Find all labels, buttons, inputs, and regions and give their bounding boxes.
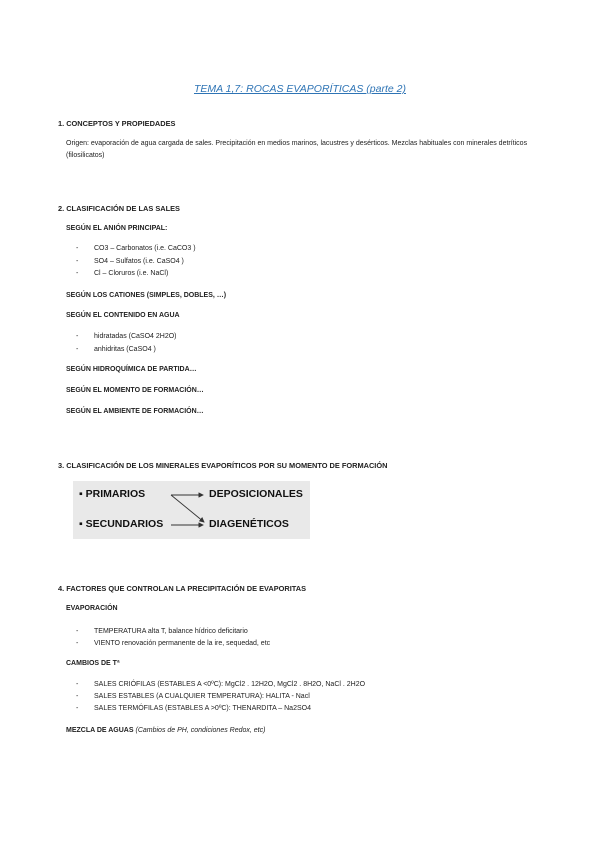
list-dash: - <box>76 705 79 712</box>
cations-label: SEGÚN LOS CATIONES (SIMPLES, DOBLES, …) <box>66 292 227 299</box>
list-item-text: anhidritas (CaSO4 ) <box>94 346 156 353</box>
page-title: TEMA 1,7: ROCAS EVAPORÍTICAS (parte 2) <box>193 83 406 95</box>
list-dash: - <box>76 693 79 700</box>
list-item-text: SALES ESTABLES (A CUALQUIER TEMPERATURA): HALITA - Nacl <box>94 693 310 700</box>
list-dash: - <box>76 640 79 647</box>
water-label: SEGÚN EL CONTENIDO EN AGUA <box>66 312 180 319</box>
anion-label: SEGÚN EL ANIÓN PRINCIPAL: <box>66 225 168 232</box>
arrow-primarios-diageneticos <box>171 495 204 522</box>
list-dash: - <box>76 270 79 277</box>
section-1-heading: 1. CONCEPTOS Y PROPIEDADES <box>58 119 176 128</box>
water-mixing-title: MEZCLA DE AGUAS <box>66 727 134 734</box>
section-1-paragraph: Origen: evaporación de agua cargada de sales. Precipitación en medios marinos, lacustres y desérticos. Mezclas habituales con minerales detríticos (filosilicatos) <box>66 140 528 159</box>
section-4-heading: 4. FACTORES QUE CONTROLAN LA PRECIPITACIÓN DE EVAPORITAS <box>58 584 307 593</box>
water-mixing-label <box>66 727 265 734</box>
list-item-text: SALES CRIÓFILAS (ESTABLES A <0ºC): MgCl2 . 12H2O, MgCl2 . 8H2O, NaCl . 2H2O <box>94 681 366 688</box>
list-item-text: SALES TERMÓFILAS (ESTABLES A >0ºC): THENARDITA – Na2SO4 <box>94 705 311 712</box>
primarios-label: ▪ PRIMARIOS <box>79 488 146 500</box>
deposicionales-label: DEPOSICIONALES <box>209 488 303 500</box>
list-dash: - <box>76 245 79 252</box>
list-item-text: TEMPERATURA alta T, balance hídrico deficitario <box>94 628 248 635</box>
list-dash: - <box>76 681 79 688</box>
list-item-text: Cl – Cloruros (i.e. NaCl) <box>94 270 169 277</box>
secundarios-label: ▪ SECUNDARIOS <box>79 518 164 530</box>
list-item-text: SO4 – Sulfatos (i.e. CaSO4 ) <box>94 258 184 265</box>
hydrochemistry-label: SEGÚN HIDROQUÍMICA DE PARTIDA… <box>66 366 197 373</box>
list-dash: - <box>76 258 79 265</box>
temperature-changes-label: CAMBIOS DE Tª <box>66 660 120 667</box>
list-dash: - <box>76 346 79 353</box>
list-item-text: VIENTO renovación permanente de la ire, sequedad, etc <box>94 640 271 647</box>
list-item-text: hidratadas (CaSO4 2H2O) <box>94 333 177 340</box>
list-dash: - <box>76 333 79 340</box>
moment-label: SEGÚN EL MOMENTO DE FORMACIÓN… <box>66 387 204 394</box>
list-dash: - <box>76 628 79 635</box>
formation-diagram <box>73 481 310 539</box>
list-item-text: CO3 – Carbonatos (i.e. CaCO3 ) <box>94 245 196 252</box>
diageneticos-label: DIAGENÉTICOS <box>209 518 289 530</box>
section-2-heading: 2. CLASIFICACIÓN DE LAS SALES <box>58 204 180 213</box>
evaporation-label: EVAPORACIÓN <box>66 605 118 612</box>
water-mixing-note: (Cambios de PH, condiciones Redox, etc) <box>135 727 266 734</box>
section-3-heading: 3. CLASIFICACIÓN DE LOS MINERALES EVAPORÍTICOS POR SU MOMENTO DE FORMACIÓN <box>58 461 388 470</box>
environment-label: SEGÚN EL AMBIENTE DE FORMACIÓN… <box>66 408 204 415</box>
